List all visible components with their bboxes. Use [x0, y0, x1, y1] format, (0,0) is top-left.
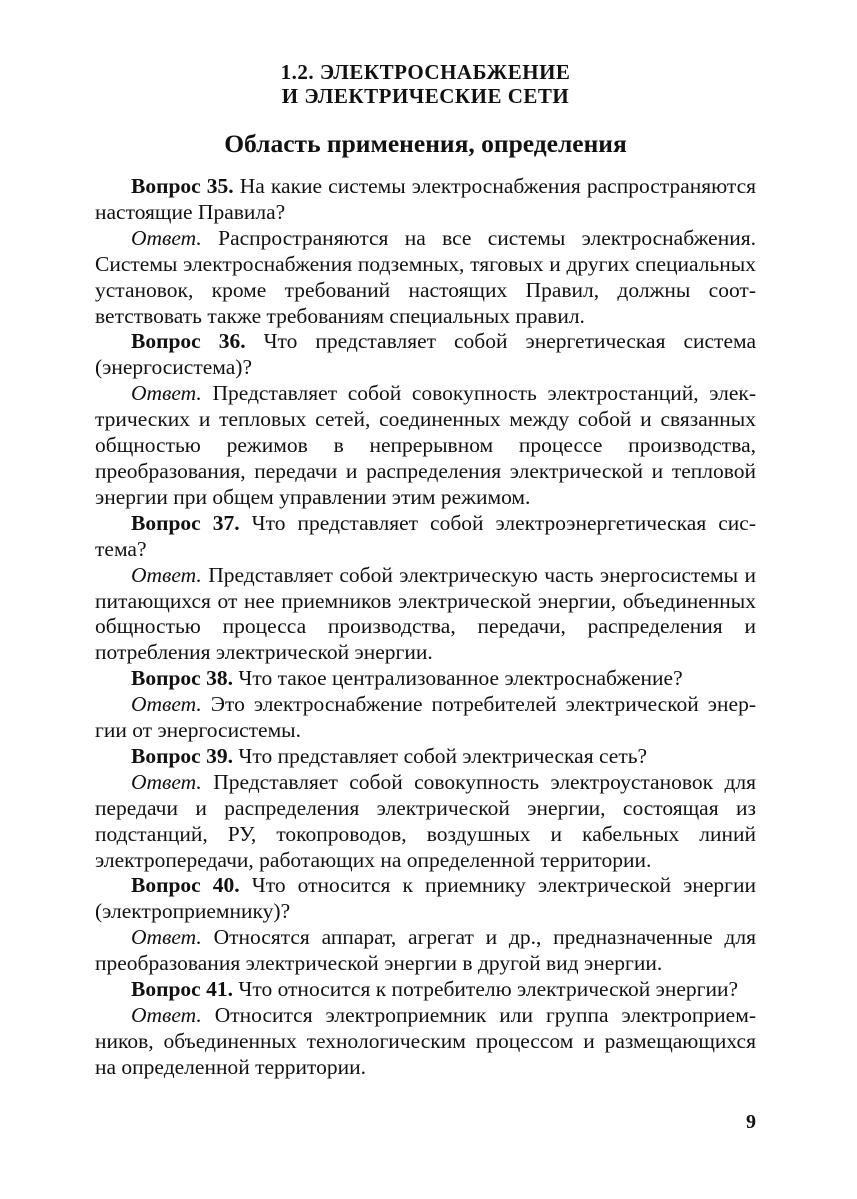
answer-label: Ответ. [131, 225, 202, 250]
answer-41 [95, 1003, 756, 1081]
answer-label: Ответ. [131, 381, 202, 406]
question-label: Вопрос 41. [131, 977, 233, 1002]
question-37 [95, 511, 756, 563]
qa-list [95, 174, 756, 1081]
question-text: Что такое централизованное электроснабжение? [232, 666, 683, 691]
chapter-title-line2: И ЭЛЕКТРИЧЕСКИЕ СЕТИ [281, 84, 570, 108]
answer-38 [95, 692, 756, 744]
answer-40 [95, 925, 756, 977]
question-40 [95, 873, 756, 925]
answer-37 [95, 563, 756, 667]
answer-36 [95, 381, 756, 511]
question-text: Что относится к приемнику электрической энергии (электроприемнику)? [95, 873, 756, 924]
page-number: 9 [746, 1111, 756, 1133]
answer-label: Ответ. [131, 1003, 202, 1027]
question-38 [95, 666, 756, 692]
question-label: Вопрос 37. [131, 510, 240, 535]
answer-text: Распространяются на все системы электроснабжения. Системы электроснабжения подземных, тяговых и других специальных установок, кроме требований настоящих Правил, должны соответствовать также требованиям специальных правил. [95, 225, 756, 328]
question-label: Вопрос 38. [131, 666, 233, 691]
question-39 [95, 744, 756, 770]
question-36 [95, 329, 756, 381]
chapter-title-line1: 1.2. ЭЛЕКТРОСНАБЖЕНИЕ [280, 60, 571, 84]
question-label: Вопрос 36. [131, 329, 246, 354]
answer-text: Представляет собой совокупность электростанций, электрических и тепловых сетей, соединенных между собой и связанных общностью режимов в непрерывном процессе производства, преобразования, передачи и распределения электрической и тепловой энергии при общем управлении этим режимом. [95, 381, 756, 509]
answer-text: Относится электроприемник или группа электроприемников, объединенных технологическим процессом и размещающихся на определенной территории. [95, 1003, 756, 1079]
question-label: Вопрос 40. [131, 873, 240, 898]
answer-label: Ответ. [131, 769, 202, 794]
question-35 [95, 174, 756, 226]
answer-label: Ответ. [131, 562, 202, 587]
question-label: Вопрос 35. [131, 174, 234, 198]
question-label: Вопрос 39. [131, 743, 233, 768]
question-text: Что относится к потребителю электрической энергии? [232, 977, 739, 1002]
answer-text: Представляет собой электрическую часть энергосистемы и питающихся от нее приемников электрической энергии, объединенных общностью процесса производства, передачи, распределения и потребления электрической энергии. [95, 562, 756, 665]
answer-label: Ответ. [131, 925, 202, 950]
question-text: Что представляет собой энергетическая система (энергосистема)? [95, 329, 756, 380]
answer-35 [95, 226, 756, 330]
answer-text: Относятся аппарат, агрегат и др., предназначенные для преобразования электрической энергии в другой вид энергии. [95, 925, 756, 976]
answer-label: Ответ. [131, 692, 202, 717]
chapter-title [95, 60, 756, 108]
question-text: Что представляет собой электроэнергетическая система? [95, 510, 756, 561]
page-content [95, 60, 756, 1081]
section-title: Область применения, определения [224, 129, 627, 158]
answer-text: Это электроснабжение потребителей электрической энергии от энергосистемы. [95, 692, 756, 743]
answer-39 [95, 770, 756, 874]
answer-text: Представляет собой совокупность электроустановок для передачи и распределения электрической энергии, состоящая из подстанций, РУ, токопроводов, воздушных и кабельных линий электропередачи, работающих на определенной территории. [95, 769, 756, 872]
question-text: На какие системы электроснабжения распространяются настоящие Правила? [95, 174, 756, 224]
question-41 [95, 977, 756, 1003]
question-text: Что представляет собой электрическая сеть? [232, 743, 648, 768]
